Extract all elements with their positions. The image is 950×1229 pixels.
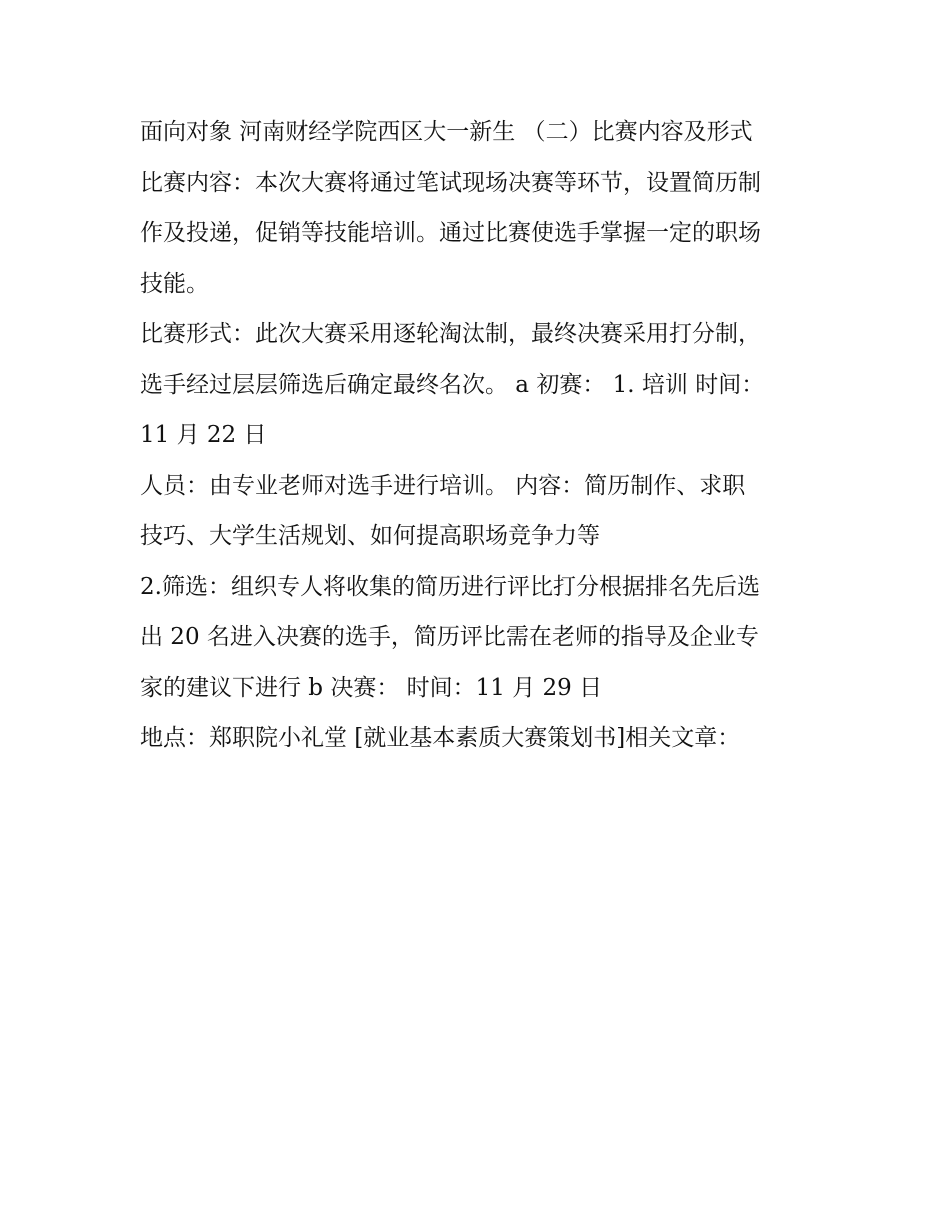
text-line: 作及投递，促销等技能培训。通过比赛使选手掌握一定的职场 — [140, 220, 761, 246]
text-line: 比赛形式：此次大赛采用逐轮淘汰制，最终决赛采用打分制， — [140, 321, 761, 347]
text-line: 出 20 名进入决赛的选手，简历评比需在老师的指导及企业专 — [140, 624, 759, 650]
text-line: 2.筛选：组织专人将收集的简历进行评比打分根据排名先后选 — [140, 573, 760, 600]
text-line: 11 月 22 日 — [140, 422, 267, 448]
text-line: 地点：郑职院小礼堂 [就业基本素质大赛策划书]相关文章： — [140, 725, 741, 751]
text-line: 面向对象 河南财经学院西区大一新生 （二）比赛内容及形式 — [140, 119, 753, 145]
text-line: 人员：由专业老师对选手进行培训。 内容：简历制作、求职 — [140, 472, 746, 499]
text-line: 选手经过层层筛选后确定最终名次。 a 初赛： 1. 培训 时间： — [140, 371, 765, 398]
text-line: 技巧、大学生活规划、如何提高职场竞争力等 — [140, 523, 600, 549]
document-body — [140, 107, 820, 764]
text-line: 家的建议下进行 b 决赛： 时间：11 月 29 日 — [140, 674, 603, 701]
text-line: 比赛内容：本次大赛将通过笔试现场决赛等环节，设置简历制 — [140, 169, 761, 196]
text-line: 技能。 — [140, 270, 209, 297]
